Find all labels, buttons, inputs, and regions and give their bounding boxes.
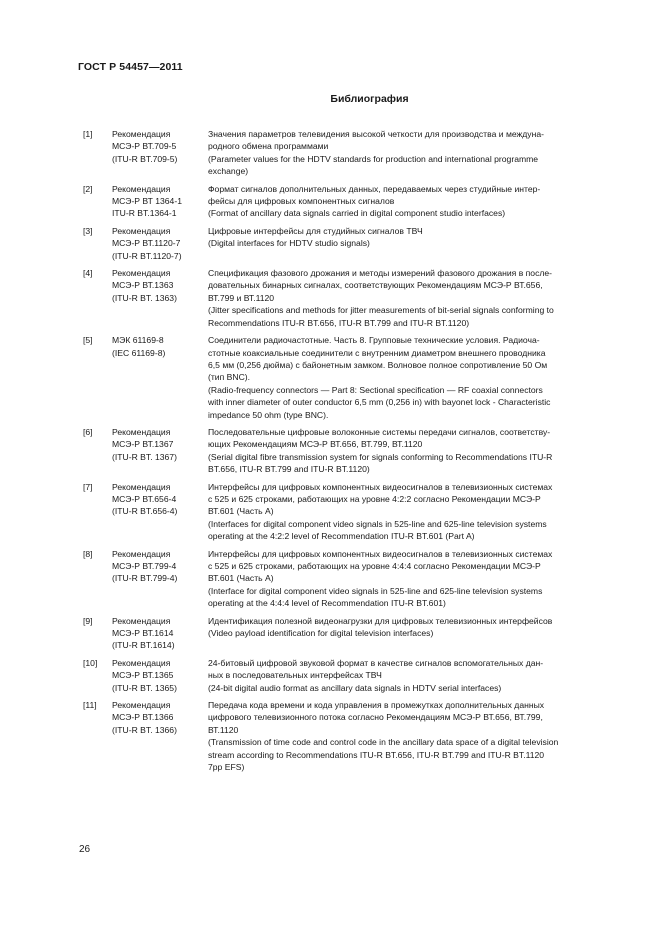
reference-item (83, 334, 613, 421)
reference-number: [4] (83, 268, 93, 279)
reference-description (208, 657, 613, 694)
reference-item (83, 481, 613, 543)
reference-item (83, 615, 613, 652)
reference-description-line: 24-битовый цифровой звуковой формат в качестве сигналов вспомогательных дан- (208, 657, 544, 668)
reference-document-id (112, 481, 208, 543)
reference-description (208, 548, 613, 610)
reference-list (83, 128, 613, 779)
reference-document-line: МСЭ-Р ВТ.799-4 (112, 561, 177, 571)
reference-document-line: Рекомендация (112, 548, 171, 559)
reference-number: [9] (83, 615, 93, 626)
reference-description (208, 481, 613, 543)
reference-document-id (112, 225, 208, 262)
reference-description-line: Соединители радиочастотные. Часть 8. Групповые технические условия. Радиоча- (208, 335, 540, 346)
reference-description-line: Спецификация фазового дрожания и методы измерений фазового дрожания в после- (208, 268, 553, 279)
reference-description-line: (Radio-frequency connectors — Part 8: Sectional specification — RF coaxial connectors (208, 384, 543, 395)
reference-document-line: (ITU-R BT.709-5) (112, 153, 178, 164)
reference-description-line: Идентификация полезной видеонагрузки для цифровых телевизионных интерфейсов (208, 615, 553, 626)
reference-document-line: (ITU-R BT.656-4) (112, 506, 178, 517)
reference-number: [6] (83, 426, 93, 437)
reference-document-line: (ITU-R BT. 1363) (112, 292, 177, 303)
reference-document-id (112, 615, 208, 652)
reference-description (208, 128, 613, 178)
reference-description-line: 7pp EFS) (208, 762, 245, 773)
reference-description (208, 615, 613, 652)
reference-item (83, 657, 613, 694)
reference-document-line: (ITU-R BT. 1367) (112, 451, 177, 462)
reference-document-line: (ITU-R BT. 1366) (112, 724, 177, 735)
reference-description-line: (Video payload identification for digital television interfaces) (208, 628, 434, 639)
reference-document-line: ITU-R BT.1364-1 (112, 208, 177, 219)
reference-document-id (112, 267, 208, 329)
reference-description-line: Формат сигналов дополнительных данных, передаваемых через студийные интер- (208, 183, 541, 194)
reference-description-line: (тип BNC). (208, 372, 251, 383)
reference-item (83, 183, 613, 220)
reference-document-line: Рекомендация (112, 700, 171, 711)
reference-document-id (112, 657, 208, 694)
reference-document-line: МСЭ-Р ВТ.1614 (112, 628, 174, 639)
reference-document-line: Рекомендация (112, 615, 171, 626)
reference-document-line: МСЭ-Р ВТ.709-5 (112, 141, 177, 152)
reference-number: [8] (83, 548, 93, 559)
reference-document-line: МСЭ-Р ВТ.1366 (112, 712, 174, 723)
reference-item (83, 128, 613, 178)
reference-description-line: (Serial digital fibre transmission system for signals conforming to Recommendations ITU-R (208, 451, 553, 462)
reference-description-line: довательных бинарных сигналах, соответствующих Рекомендациям МСЭ-Р ВТ.656, (208, 280, 543, 291)
reference-document-line: МСЭ-Р ВТ.1365 (112, 670, 174, 681)
reference-document-line: Рекомендация (112, 129, 171, 139)
reference-description-line: Передача кода времени и кода управления в промежутках дополнительных данных (208, 700, 545, 711)
reference-description (208, 699, 613, 773)
reference-document-line: МСЭ-Р ВТ.656-4 (112, 493, 177, 504)
standard-header: ГОСТ Р 54457—2011 (78, 61, 183, 73)
reference-item (83, 225, 613, 262)
reference-document-line: (IEC 61169-8) (112, 347, 166, 358)
reference-description-line: Интерфейсы для цифровых компонентных видеосигналов в телевизионных системах (208, 481, 553, 492)
reference-document-id (112, 426, 208, 476)
reference-description-line: с 525 и 625 строками, работающих на уровне 4:4:4 согласно Рекомендации МСЭ-Р (208, 561, 541, 571)
reference-description (208, 183, 613, 220)
reference-description-line: impedance 50 ohm (type BNC). (208, 409, 329, 420)
reference-document-line: (ITU-R BT.799-4) (112, 573, 178, 584)
reference-item (83, 699, 613, 773)
reference-description-line: (Jitter specifications and methods for jitter measurements of bit-serial signals conforming to (208, 305, 554, 316)
reference-document-line: МЭК 61169-8 (112, 335, 164, 346)
reference-description-line: exchange) (208, 166, 249, 177)
reference-document-id (112, 128, 208, 178)
reference-document-line: МСЭ-Р ВТ.1367 (112, 439, 174, 450)
reference-description-line: (Interface for digital component video signals in 525-line and 625-line television systems (208, 585, 543, 596)
reference-description (208, 267, 613, 329)
reference-description (208, 426, 613, 476)
reference-number: [11] (83, 700, 97, 711)
reference-document-id (112, 183, 208, 220)
reference-document-line: Рекомендация (112, 225, 171, 236)
reference-description-line: с 525 и 625 строками, работающих на уровне 4:2:2 согласно Рекомендации МСЭ-Р (208, 493, 541, 504)
reference-document-line: Рекомендация (112, 481, 171, 492)
reference-document-line: (ITU-R BT.1120-7) (112, 250, 182, 261)
reference-document-line: МСЭ-Р ВТ.1363 (112, 280, 174, 291)
reference-description-line: ющих Рекомендациям МСЭ-Р ВТ.656, ВТ.799, ВТ.1120 (208, 439, 423, 450)
reference-description-line: Цифровые интерфейсы для студийных сигналов ТВЧ (208, 225, 423, 236)
reference-description-line: Recommendations ITU-R BT.656, ITU-R BT.799 and ITU-R BT.1120) (208, 317, 470, 328)
reference-item (83, 267, 613, 329)
reference-item (83, 426, 613, 476)
reference-number: [2] (83, 183, 93, 194)
reference-document-line: (ITU-R BT. 1365) (112, 682, 177, 693)
reference-document-line: (ITU-R BT.1614) (112, 640, 175, 651)
reference-description-line: (24-bit digital audio format as ancillary data signals in HDTV serial interfaces) (208, 682, 502, 693)
reference-description-line: (Digital interfaces for HDTV studio signals) (208, 238, 370, 249)
reference-description-line: (Parameter values for the HDTV standards for production and international programme (208, 153, 539, 164)
reference-document-line: Рекомендация (112, 657, 171, 668)
page-number: 26 (79, 844, 91, 855)
reference-description-line: ВТ.601 (Часть А) (208, 573, 274, 584)
reference-number: [7] (83, 481, 93, 492)
reference-item (83, 548, 613, 610)
page-title: Библиография (330, 93, 409, 105)
reference-description (208, 334, 613, 421)
reference-document-line: МСЭ-Р ВТ 1364-1 (112, 196, 182, 207)
reference-description (208, 225, 613, 262)
reference-document-id (112, 699, 208, 773)
reference-document-id (112, 334, 208, 421)
reference-description-line: Последовательные цифровые волоконные системы передачи сигналов, соответству- (208, 426, 551, 437)
reference-description-line: (Interfaces for digital component video signals in 525-line and 625-line television systems (208, 518, 547, 529)
reference-document-line: Рекомендация (112, 426, 171, 437)
reference-description-line: цифрового телевизионного потока согласно Рекомендациям МСЭ-Р ВТ.656, ВТ.799, (208, 712, 543, 723)
reference-number: [5] (83, 335, 93, 346)
reference-document-line: МСЭ-Р ВТ.1120-7 (112, 238, 181, 249)
reference-number: [10] (83, 657, 98, 668)
reference-number: [3] (83, 225, 93, 236)
reference-description-line: BT.656, ITU-R BT.799 and ITU-R BT.1120) (208, 464, 370, 475)
reference-description-line: ВТ.799 и ВТ.1120 (208, 292, 275, 303)
reference-document-line: Рекомендация (112, 268, 171, 279)
reference-description-line: (Format of ancillary data signals carried in digital component studio interfaces) (208, 208, 506, 219)
reference-document-id (112, 548, 208, 610)
reference-description-line: operating at the 4:4:4 level of Recommendation ITU-R BT.601) (208, 598, 446, 609)
reference-description-line: with inner diameter of outer conductor 6,5 mm (0,256 in) with bayonet lock - Characteristic (208, 397, 551, 408)
reference-description-line: родного обмена программами (208, 141, 329, 152)
reference-number: [1] (83, 129, 93, 139)
reference-description-line: Интерфейсы для цифровых компонентных видеосигналов в телевизионных системах (208, 548, 553, 559)
reference-description-line: 6,5 мм (0,256 дюйма) с байонетным замком. Волновое полное сопротивление 50 Ом (208, 359, 548, 370)
reference-description-line: Значения параметров телевидения высокой четкости для производства и междуна- (208, 129, 544, 139)
reference-description-line: stream according to Recommendations ITU-R BT.656, ITU-R BT.799 and ITU-R BT.1120 (208, 749, 545, 760)
reference-description-line: operating at the 4:2:2 level of Recommendation ITU-R BT.601 (Part A) (208, 531, 475, 542)
reference-description-line: ВТ.1120 (208, 724, 239, 735)
reference-description-line: фейсы для цифровых компонентных сигналов (208, 196, 395, 207)
reference-description-line: стотные коаксиальные соединители с внутренним диаметром внешнего проводника (208, 347, 546, 358)
reference-description-line: ных в последовательных интерфейсах ТВЧ (208, 670, 382, 681)
reference-document-line: Рекомендация (112, 183, 171, 194)
reference-description-line: (Transmission of time code and control code in the ancillary data space of a digital television (208, 737, 559, 748)
reference-description-line: ВТ.601 (Часть А) (208, 506, 274, 517)
